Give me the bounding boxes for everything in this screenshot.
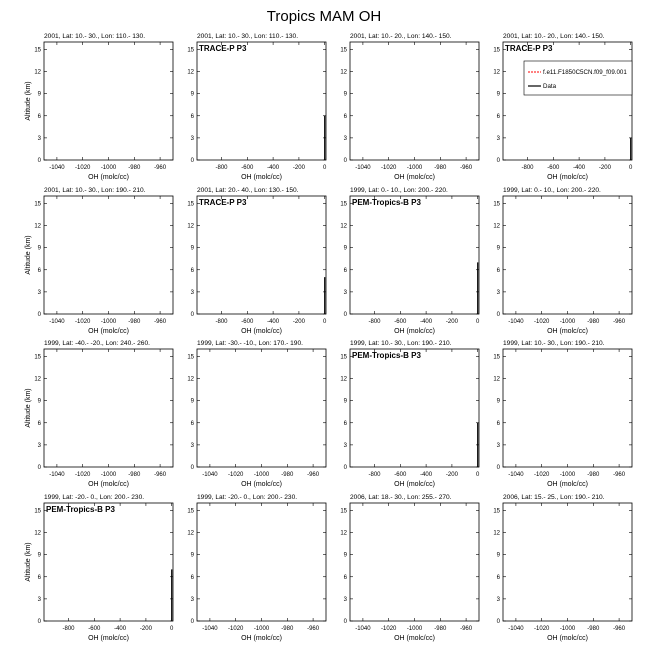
x-tick-label: -980 [128, 472, 141, 478]
x-tick-label: -980 [434, 626, 447, 632]
y-tick-label: 3 [190, 135, 194, 142]
x-tick-label: -600 [88, 626, 101, 632]
x-tick-label: -1000 [253, 472, 270, 478]
x-tick-label: -1000 [559, 319, 576, 325]
y-tick-label: 12 [493, 530, 500, 537]
y-tick-label: 6 [343, 113, 347, 120]
y-tick-label: 6 [37, 113, 41, 120]
x-tick-label: 0 [323, 165, 327, 171]
y-tick-label: 3 [190, 289, 194, 296]
x-tick-label: -1000 [406, 626, 423, 632]
y-tick-label: 6 [496, 113, 500, 120]
x-tick-label: -400 [420, 472, 433, 478]
y-tick-label: 0 [343, 465, 347, 471]
x-tick-label: -1040 [355, 165, 371, 171]
y-tick-label: 15 [340, 47, 347, 54]
x-tick-label: -980 [587, 472, 600, 478]
x-tick-label: -1020 [75, 472, 91, 478]
campaign-annotation: TRACE-P P3 [505, 44, 553, 53]
y-tick-label: 0 [190, 619, 194, 625]
x-axis-label: OH (molc/cc) [547, 635, 588, 642]
y-tick-label: 6 [496, 574, 500, 581]
panel-title: 2006, Lat: 15.- 25., Lon: 190.- 210. [503, 494, 605, 501]
plot-frame [350, 349, 479, 467]
y-tick-label: 3 [37, 442, 41, 449]
panel-7 [340, 187, 480, 335]
x-tick-label: 0 [629, 165, 633, 171]
x-tick-label: -1040 [202, 626, 218, 632]
x-tick-label: -1020 [75, 165, 91, 171]
plot-frame [44, 349, 173, 467]
panel-12 [493, 340, 632, 488]
x-tick-label: -1000 [253, 626, 270, 632]
y-tick-label: 0 [496, 465, 500, 471]
y-tick-label: 12 [187, 69, 194, 76]
panel-4 [493, 33, 633, 181]
y-tick-label: 0 [37, 312, 41, 318]
x-tick-label: -980 [587, 319, 600, 325]
x-tick-label: -980 [587, 626, 600, 632]
y-tick-label: 15 [34, 508, 41, 515]
y-tick-label: 6 [496, 267, 500, 274]
x-tick-label: -1020 [534, 626, 550, 632]
y-tick-label: 15 [187, 201, 194, 208]
legend-label-data: Data [543, 83, 557, 90]
y-tick-label: 3 [496, 289, 500, 296]
legend [524, 61, 632, 95]
y-tick-label: 0 [190, 158, 194, 164]
y-axis-label: Altitude (km) [25, 542, 32, 582]
x-tick-label: -600 [547, 165, 560, 171]
panel-5 [25, 187, 173, 335]
y-tick-label: 3 [190, 596, 194, 603]
y-tick-label: 12 [493, 223, 500, 230]
x-tick-label: -400 [267, 319, 280, 325]
x-tick-label: -1020 [534, 472, 550, 478]
plot-frame [350, 42, 479, 160]
x-tick-label: -1020 [228, 626, 244, 632]
x-tick-label: -1020 [534, 319, 550, 325]
y-tick-label: 12 [34, 530, 41, 537]
y-tick-label: 15 [340, 508, 347, 515]
y-tick-label: 0 [343, 619, 347, 625]
y-tick-label: 6 [343, 420, 347, 427]
y-tick-label: 15 [34, 354, 41, 361]
x-tick-label: -400 [420, 319, 433, 325]
x-tick-label: 0 [476, 319, 480, 325]
y-tick-label: 9 [37, 552, 41, 559]
y-tick-label: 6 [190, 113, 194, 120]
x-tick-label: -980 [281, 472, 294, 478]
x-tick-label: -1000 [406, 165, 423, 171]
y-tick-label: 15 [187, 508, 194, 515]
y-tick-label: 9 [343, 245, 347, 252]
campaign-annotation: PEM-Tropics-B P3 [352, 351, 421, 360]
x-tick-label: -1020 [381, 165, 397, 171]
panel-16 [493, 494, 632, 642]
y-tick-label: 12 [340, 376, 347, 383]
x-axis-label: OH (molc/cc) [547, 328, 588, 335]
y-tick-label: 12 [34, 223, 41, 230]
x-axis-label: OH (molc/cc) [88, 481, 129, 488]
x-tick-label: -600 [241, 165, 254, 171]
panel-13 [25, 494, 174, 642]
x-tick-label: -960 [460, 165, 473, 171]
x-tick-label: -960 [613, 319, 626, 325]
x-tick-label: -800 [368, 472, 381, 478]
x-tick-label: -1040 [49, 165, 65, 171]
panel-title: 1999, Lat: 10.- 30., Lon: 190.- 210. [350, 340, 452, 347]
y-tick-label: 9 [343, 91, 347, 98]
y-tick-label: 15 [340, 201, 347, 208]
x-tick-label: -200 [292, 319, 305, 325]
y-tick-label: 0 [190, 465, 194, 471]
campaign-annotation: PEM-Tropics-B P3 [46, 505, 115, 514]
y-tick-label: 6 [37, 267, 41, 274]
x-tick-label: -600 [394, 319, 407, 325]
figure-title: Tropics MAM OH [266, 8, 382, 25]
panel-6 [187, 187, 327, 335]
panel-title: 2001, Lat: 10.- 30., Lon: 110.- 130. [44, 33, 146, 40]
panel-8 [493, 187, 632, 335]
y-tick-label: 6 [190, 420, 194, 427]
y-tick-label: 12 [187, 530, 194, 537]
y-tick-label: 3 [37, 289, 41, 296]
plot-frame [197, 349, 326, 467]
y-tick-label: 0 [37, 465, 41, 471]
panel-title: 1999, Lat: 10.- 30., Lon: 190.- 210. [503, 340, 605, 347]
plot-frame [44, 196, 173, 314]
y-tick-label: 3 [496, 135, 500, 142]
y-tick-label: 9 [190, 91, 194, 98]
x-tick-label: -800 [62, 626, 75, 632]
y-tick-label: 0 [496, 158, 500, 164]
x-axis-label: OH (molc/cc) [394, 328, 435, 335]
x-tick-label: -200 [445, 319, 458, 325]
legend-label-model: f.e11.F1850C5CN.f09_f09.001 [543, 69, 627, 76]
panel-title: 1999, Lat: 0.- 10., Lon: 200.- 220. [350, 187, 448, 194]
y-tick-label: 15 [493, 47, 500, 54]
x-tick-label: -960 [154, 472, 167, 478]
panel-10 [187, 340, 326, 488]
y-tick-label: 9 [343, 398, 347, 405]
y-tick-label: 9 [37, 398, 41, 405]
x-axis-label: OH (molc/cc) [547, 481, 588, 488]
y-tick-label: 3 [37, 596, 41, 603]
x-tick-label: -600 [394, 472, 407, 478]
panel-title: 2001, Lat: 10.- 20., Lon: 140.- 150. [503, 33, 605, 40]
x-axis-label: OH (molc/cc) [88, 635, 129, 642]
y-tick-label: 12 [34, 376, 41, 383]
plot-frame [197, 503, 326, 621]
y-tick-label: 3 [496, 596, 500, 603]
y-tick-label: 9 [190, 245, 194, 252]
x-tick-label: -960 [307, 472, 320, 478]
y-tick-label: 6 [190, 267, 194, 274]
x-tick-label: -1040 [508, 319, 524, 325]
y-tick-label: 15 [187, 47, 194, 54]
x-tick-label: -1000 [559, 626, 576, 632]
plot-frame [197, 42, 326, 160]
x-tick-label: -960 [613, 626, 626, 632]
x-tick-label: -980 [281, 626, 294, 632]
y-tick-label: 15 [34, 47, 41, 54]
x-axis-label: OH (molc/cc) [547, 174, 588, 181]
x-tick-label: -200 [292, 165, 305, 171]
panel-title: 2001, Lat: 10.- 20., Lon: 140.- 150. [350, 33, 452, 40]
plot-frame [44, 42, 173, 160]
x-tick-label: -400 [267, 165, 280, 171]
y-tick-label: 3 [37, 135, 41, 142]
y-tick-label: 15 [340, 354, 347, 361]
y-tick-label: 12 [493, 376, 500, 383]
x-tick-label: -400 [114, 626, 127, 632]
x-tick-label: -980 [128, 319, 141, 325]
y-tick-label: 3 [343, 289, 347, 296]
x-axis-label: OH (molc/cc) [88, 174, 129, 181]
panel-title: 1999, Lat: 0.- 10., Lon: 200.- 220. [503, 187, 601, 194]
plot-frame [350, 196, 479, 314]
panel-9 [25, 340, 173, 488]
y-tick-label: 12 [340, 530, 347, 537]
panel-1 [25, 33, 173, 181]
y-tick-label: 6 [343, 574, 347, 581]
panel-title: 1999, Lat: -40.- -20., Lon: 240.- 260. [44, 340, 150, 347]
panel-title: 2001, Lat: 10.- 30., Lon: 190.- 210. [44, 187, 146, 194]
panel-15 [340, 494, 479, 642]
y-tick-label: 15 [34, 201, 41, 208]
x-tick-label: -1040 [355, 626, 371, 632]
y-tick-label: 9 [496, 398, 500, 405]
y-tick-label: 9 [496, 91, 500, 98]
y-tick-label: 15 [493, 508, 500, 515]
y-tick-label: 6 [343, 267, 347, 274]
x-tick-label: 0 [323, 319, 327, 325]
panel-14 [187, 494, 326, 642]
y-tick-label: 15 [187, 354, 194, 361]
y-tick-label: 15 [493, 201, 500, 208]
y-tick-label: 12 [340, 69, 347, 76]
x-tick-label: -1040 [202, 472, 218, 478]
x-tick-label: -1040 [508, 472, 524, 478]
x-tick-label: -1020 [75, 319, 91, 325]
y-tick-label: 3 [190, 442, 194, 449]
plot-frame [44, 503, 173, 621]
panel-title: 2001, Lat: 10.- 30., Lon: 110.- 130. [197, 33, 299, 40]
y-tick-label: 0 [343, 158, 347, 164]
x-axis-label: OH (molc/cc) [394, 635, 435, 642]
y-tick-label: 3 [343, 135, 347, 142]
y-axis-label: Altitude (km) [25, 81, 32, 121]
y-tick-label: 9 [190, 552, 194, 559]
plot-frame [503, 42, 632, 160]
x-axis-label: OH (molc/cc) [241, 174, 282, 181]
plot-frame [503, 349, 632, 467]
x-axis-label: OH (molc/cc) [241, 481, 282, 488]
x-tick-label: -960 [154, 165, 167, 171]
y-tick-label: 0 [190, 312, 194, 318]
x-tick-label: -200 [139, 626, 152, 632]
y-axis-label: Altitude (km) [25, 235, 32, 275]
legend-box [524, 61, 632, 95]
campaign-annotation: PEM-Tropics-B P3 [352, 198, 421, 207]
y-tick-label: 12 [340, 223, 347, 230]
x-axis-label: OH (molc/cc) [394, 481, 435, 488]
x-axis-label: OH (molc/cc) [394, 174, 435, 181]
x-tick-label: -800 [215, 319, 228, 325]
x-tick-label: -200 [445, 472, 458, 478]
y-tick-label: 12 [187, 376, 194, 383]
y-tick-label: 6 [496, 420, 500, 427]
y-tick-label: 0 [496, 619, 500, 625]
y-tick-label: 6 [37, 574, 41, 581]
x-tick-label: -1000 [100, 319, 117, 325]
plot-frame [503, 503, 632, 621]
panel-11 [340, 340, 480, 488]
y-tick-label: 9 [496, 245, 500, 252]
panel-title: 1999, Lat: -20.- 0., Lon: 200.- 230. [197, 494, 298, 501]
y-axis-label: Altitude (km) [25, 388, 32, 428]
panel-title: 2001, Lat: 20.- 40., Lon: 130.- 150. [197, 187, 299, 194]
y-tick-label: 9 [496, 552, 500, 559]
x-tick-label: -960 [613, 472, 626, 478]
x-tick-label: 0 [476, 472, 480, 478]
panel-title: 1999, Lat: -30.- -10., Lon: 170.- 190. [197, 340, 303, 347]
x-tick-label: -1000 [559, 472, 576, 478]
y-tick-label: 0 [37, 158, 41, 164]
x-tick-label: -200 [598, 165, 611, 171]
y-tick-label: 3 [496, 442, 500, 449]
x-tick-label: -1020 [381, 626, 397, 632]
x-tick-label: -600 [241, 319, 254, 325]
x-axis-label: OH (molc/cc) [241, 635, 282, 642]
y-tick-label: 0 [37, 619, 41, 625]
y-tick-label: 0 [343, 312, 347, 318]
y-tick-label: 9 [37, 245, 41, 252]
x-tick-label: -800 [215, 165, 228, 171]
x-axis-label: OH (molc/cc) [241, 328, 282, 335]
campaign-annotation: TRACE-P P3 [199, 198, 247, 207]
panel-title: 1999, Lat: -20.- 0., Lon: 200.- 230. [44, 494, 145, 501]
x-tick-label: -980 [128, 165, 141, 171]
x-tick-label: -1040 [508, 626, 524, 632]
x-tick-label: -1000 [100, 165, 117, 171]
x-tick-label: -980 [434, 165, 447, 171]
y-tick-label: 9 [190, 398, 194, 405]
campaign-annotation: TRACE-P P3 [199, 44, 247, 53]
x-tick-label: -800 [521, 165, 534, 171]
y-tick-label: 6 [37, 420, 41, 427]
y-tick-label: 9 [37, 91, 41, 98]
plot-frame [197, 196, 326, 314]
y-tick-label: 0 [496, 312, 500, 318]
y-tick-label: 12 [187, 223, 194, 230]
x-tick-label: 0 [170, 626, 174, 632]
y-tick-label: 12 [493, 69, 500, 76]
x-tick-label: -960 [307, 626, 320, 632]
x-tick-label: -1020 [228, 472, 244, 478]
y-tick-label: 3 [343, 596, 347, 603]
y-tick-label: 3 [343, 442, 347, 449]
plot-frame [503, 196, 632, 314]
x-tick-label: -800 [368, 319, 381, 325]
y-tick-label: 9 [343, 552, 347, 559]
panel-title: 2006, Lat: 18.- 30., Lon: 255.- 270. [350, 494, 452, 501]
panel-2 [187, 33, 327, 181]
x-tick-label: -960 [460, 626, 473, 632]
x-tick-label: -400 [573, 165, 586, 171]
x-tick-label: -1040 [49, 319, 65, 325]
plot-frame [350, 503, 479, 621]
y-tick-label: 6 [190, 574, 194, 581]
y-tick-label: 15 [493, 354, 500, 361]
x-tick-label: -1000 [100, 472, 117, 478]
x-axis-label: OH (molc/cc) [88, 328, 129, 335]
panel-3 [340, 33, 479, 181]
y-tick-label: 12 [34, 69, 41, 76]
x-tick-label: -1040 [49, 472, 65, 478]
x-tick-label: -960 [154, 319, 167, 325]
